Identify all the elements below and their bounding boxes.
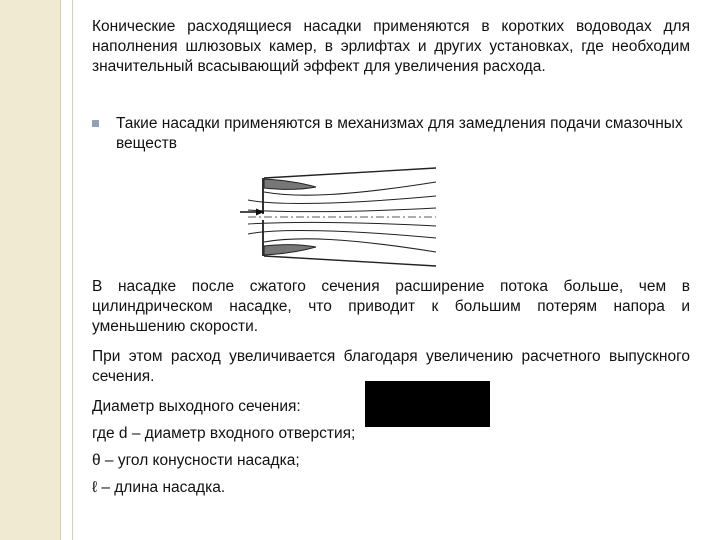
square-bullet-icon	[92, 120, 99, 127]
nozzle-bottom-wall	[264, 256, 436, 266]
paragraph-flow: При этом расход увеличивается благодаря увеличению расчетного выпускного сечения.	[92, 348, 690, 385]
redacted-formula-box	[365, 381, 490, 427]
vortex-zone-top	[264, 179, 316, 189]
definition-d: где d – диаметр входного отверстия;	[92, 425, 356, 442]
band-divider	[72, 0, 73, 540]
bullet-text: Такие насадки применяются в механизмах для замедления подачи смазочных веществ	[116, 115, 683, 152]
definition-theta: θ – угол конусности насадка;	[92, 452, 300, 469]
streamline	[248, 222, 436, 226]
outlet-diameter-line: Диаметр выходного сечения:	[92, 398, 301, 415]
streamline	[248, 196, 436, 203]
streamline	[248, 208, 436, 212]
nozzle-top-wall	[264, 168, 436, 178]
conical-nozzle-diagram	[238, 160, 438, 272]
band-divider	[60, 0, 61, 540]
definition-length: ℓ – длина насадка.	[92, 479, 226, 496]
vortex-zone-bottom	[264, 245, 316, 255]
left-decorative-band	[0, 0, 60, 540]
intro-paragraph: Конические расходящиеся насадки применяются в коротких водоводах для наполнения шлюзовых камер, в эрлифтах и других установках, где необходим значительный всасывающий эффект для увеличения расхода.	[92, 18, 690, 75]
streamline	[248, 231, 436, 238]
paragraph-expansion: В насадке после сжатого сечения расширение потока больше, чем в цилиндрическом насадке, что приводит к большим потерям напора и уменьшению скорости.	[92, 278, 690, 335]
